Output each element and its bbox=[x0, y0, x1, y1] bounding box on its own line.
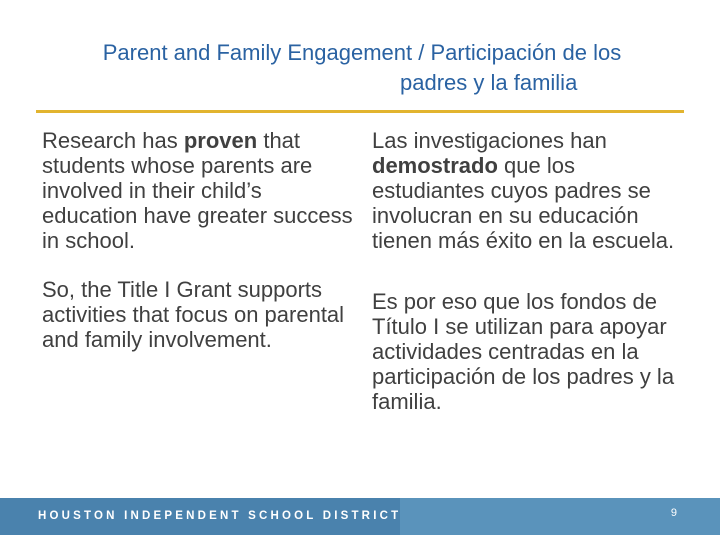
english-p1-start: Research has bbox=[42, 128, 184, 153]
english-paragraph-2: So, the Title I Grant supports activities that focus on parental and family involvement. bbox=[42, 277, 345, 352]
english-p1-end: that students whose parents are involved in their child’s education have greater success in school. bbox=[42, 128, 353, 253]
spanish-p1-emphasis: demostrado bbox=[372, 153, 498, 178]
slide-title-line-2: padres y la familia bbox=[400, 70, 578, 95]
spanish-p1-end: que los estudiantes cuyos padres se involucran en su educación tienen más éxito en la escuela. bbox=[372, 153, 675, 253]
organization-name: HOUSTON INDEPENDENT SCHOOL DISTRICT bbox=[38, 510, 402, 522]
spanish-paragraph-2: Es por eso que los fondos de Título I se utilizan para apoyar actividades centradas en la participación de los padres y la familia. bbox=[372, 289, 675, 414]
page-number: 9 bbox=[670, 507, 677, 519]
slide-title bbox=[40, 38, 690, 98]
slide-title-line-1: Parent and Family Engagement / Participación de los bbox=[102, 40, 622, 65]
footer-bar bbox=[0, 498, 720, 535]
spanish-column bbox=[372, 128, 692, 414]
spanish-paragraph-1 bbox=[372, 128, 692, 253]
english-paragraph-1 bbox=[42, 128, 362, 253]
spanish-p1-start: Las investigaciones han bbox=[372, 128, 607, 153]
english-column bbox=[42, 128, 362, 352]
title-divider bbox=[36, 110, 684, 113]
english-p1-emphasis: proven bbox=[183, 128, 258, 153]
